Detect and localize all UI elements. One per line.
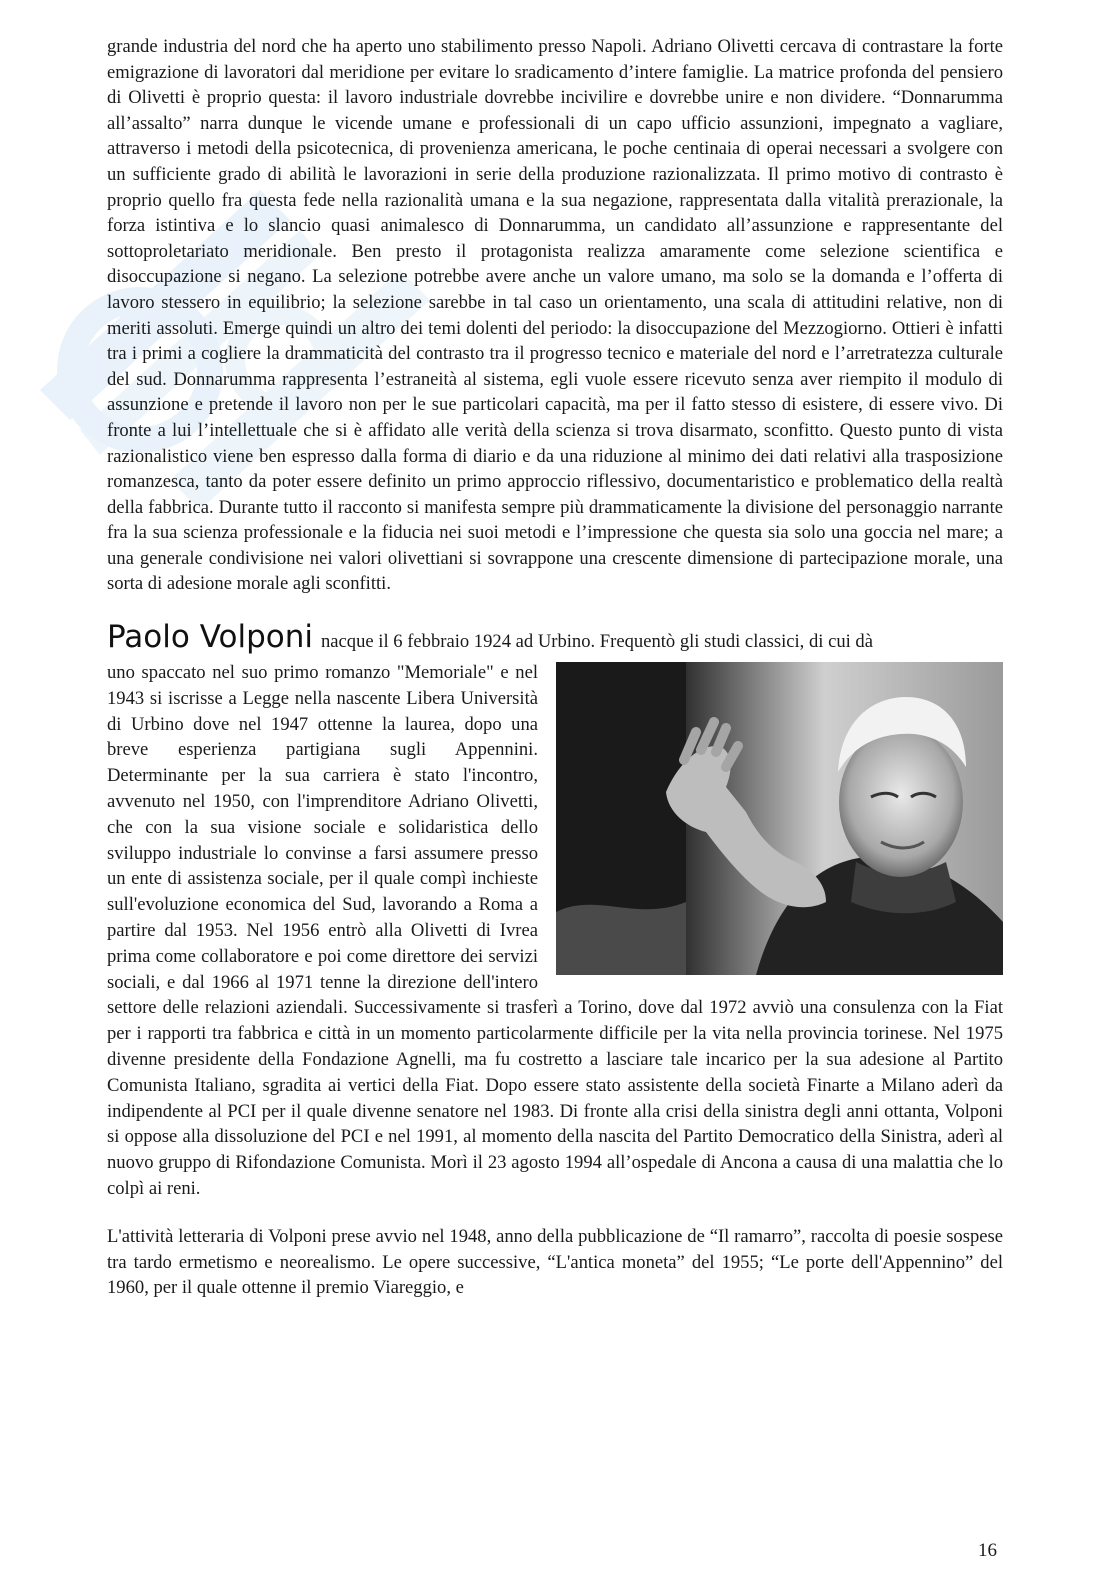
section-heading: Paolo Volponi [107, 619, 313, 656]
volponi-section [107, 619, 1003, 1301]
document-page [107, 34, 1003, 1301]
section-lead-text: nacque il 6 febbraio 1924 ad Urbino. Frequentò gli studi classici, di cui dà [320, 631, 873, 653]
page-number: 16 [978, 1540, 997, 1561]
section-first-line [107, 619, 1003, 660]
biography-paragraph: uno spaccato nel suo primo romanzo "Memoriale" e nel 1943 si iscrisse a Legge nella nascente Libera Università di Urbino dove nel 1947 ottenne la laurea, dopo una breve esperienza partigiana sugli Appennini. Determinante per la sua carriera è stato l'incontro, avvenuto nel 1950, con l'imprenditore Adriano Olivetti, che con la sua visione sociale e solidaristica dello sviluppo industriale lo convinse a farsi assumere presso un ente di assistenza sociale, per il quale compì inchieste sull'evoluzione economica del Sud, lavorando a Roma a partire dal 1953. Nel 1956 entrò alla Olivetti di Ivrea prima come collaboratore e poi come direttore dei servizi sociali, e dal 1966 al 1971 tenne la direzione dell'intero settore delle relazioni aziendali. Successivamente si trasferì a Torino, dove dal 1972 avviò una consulenza con la Fiat per i rapporti tra fabbrica e città in un momento particolarmente difficile per la vita nella provincia torinese. Nel 1975 divenne presidente della Fondazione Agnelli, ma fu costretto a lasciare tale incarico per la sua adesione al Partito Comunista Italiano, sgradita ai vertici della Fiat. Dopo essere stato assistente della società Finarte a Milano aderì da indipendente al PCI per il quale divenne senatore nel 1983. Di fronte alla crisi della sinistra degli anni ottanta, Volponi si oppose alla dissoluzione del PCI e nel 1991, al momento della nascita del Partito Democratico della Sinistra, aderì al nuovo gruppo di Rifondazione Comunista. Morì il 23 agosto 1994 all’ospedale di Ancona a causa di una malattia che lo colpì ai reni. [107, 662, 1003, 1199]
intro-paragraph: grande industria del nord che ha aperto uno stabilimento presso Napoli. Adriano Olivetti cercava di contrastare la forte emigrazione di lavoratori dal meridione per evitare lo sradicamento d’intere famiglie. La matrice profonda del pensiero di Olivetti è proprio questa: il lavoro industriale dovrebbe incivilire e dovrebbe unire e non dividere. “Donnarumma all’assalto” narra dunque le vicende umane e professionali di un capo ufficio assunzioni, impegnato a vagliare, attraverso i metodi della psicotecnica, di provenienza americana, le poche centinaia di operai necessari a svolgere con un sufficiente grado di abilità le lavorazioni in serie della produzione razionalizzata. Il primo motivo di contrasto è proprio quello fra questa fede nella razionalità umana e la sua negazione, rappresentata dalla vitalità prerazionale, la forza istintiva e lo slancio quasi animalesco di Donnarumma, un candidato all’assunzione e rappresentante del sottoproletariato meridionale. Ben presto il protagonista realizza amaramente come selezione scientifica e disoccupazione si negano. La selezione potrebbe avere anche un valore umano, ma solo se la domanda e l’offerta di lavoro stessero in equilibrio; la selezione sarebbe in tal caso un orientamento, una scala di attitudini relative, non di meriti assoluti. Emerge quindi un altro dei temi dolenti del periodo: la disoccupazione del Mezzogiorno. Ottieri è infatti tra i primi a cogliere la drammaticità del contrasto tra il progresso tecnico e materiale del nord e l’arretratezza culturale del sud. Donnarumma rappresenta l’estraneità al sistema, egli vuole essere ricevuto senza aver riempito il modulo di assunzione e pretende il lavoro non per le sue particolari capacità, ma per il fatto stesso di esistere, di essere vivo. Di fronte a lui l’intellettuale che si è affidato alle verità della scienza si trova disarmato, sconfitto. Questo punto di vista razionalistico viene ben espresso dalla forma di diario e da una riduzione al minimo dei dati relativi alla trasposizione romanzesca, tanto da poter essere definito un primo approccio riflessivo, documentaristico e problematico della realtà della fabbrica. Durante tutto il racconto si manifesta sempre più drammaticamente la divisione del personaggio narrante fra la sua scienza professionale e la fiducia nei suoi metodi e l’impressione che questa sia solo una goccia nel mare; a una generale condivisione nei valori olivettiani si sovrappone una crescente dimensione di partecipazione morale, una sorta di adesione morale agli sconfitti. [107, 36, 1003, 595]
author-portrait [556, 662, 1003, 975]
literary-activity-paragraph: L'attività letteraria di Volponi prese avvio nel 1948, anno della pubblicazione de “Il ramarro”, raccolta di poesie sospese tra tardo ermetismo e neorealismo. Le opere successive, “L'antica moneta” del 1955; “Le porte dell'Appennino” del 1960, per il quale ottenne il premio Viareggio, e [107, 1225, 1003, 1299]
